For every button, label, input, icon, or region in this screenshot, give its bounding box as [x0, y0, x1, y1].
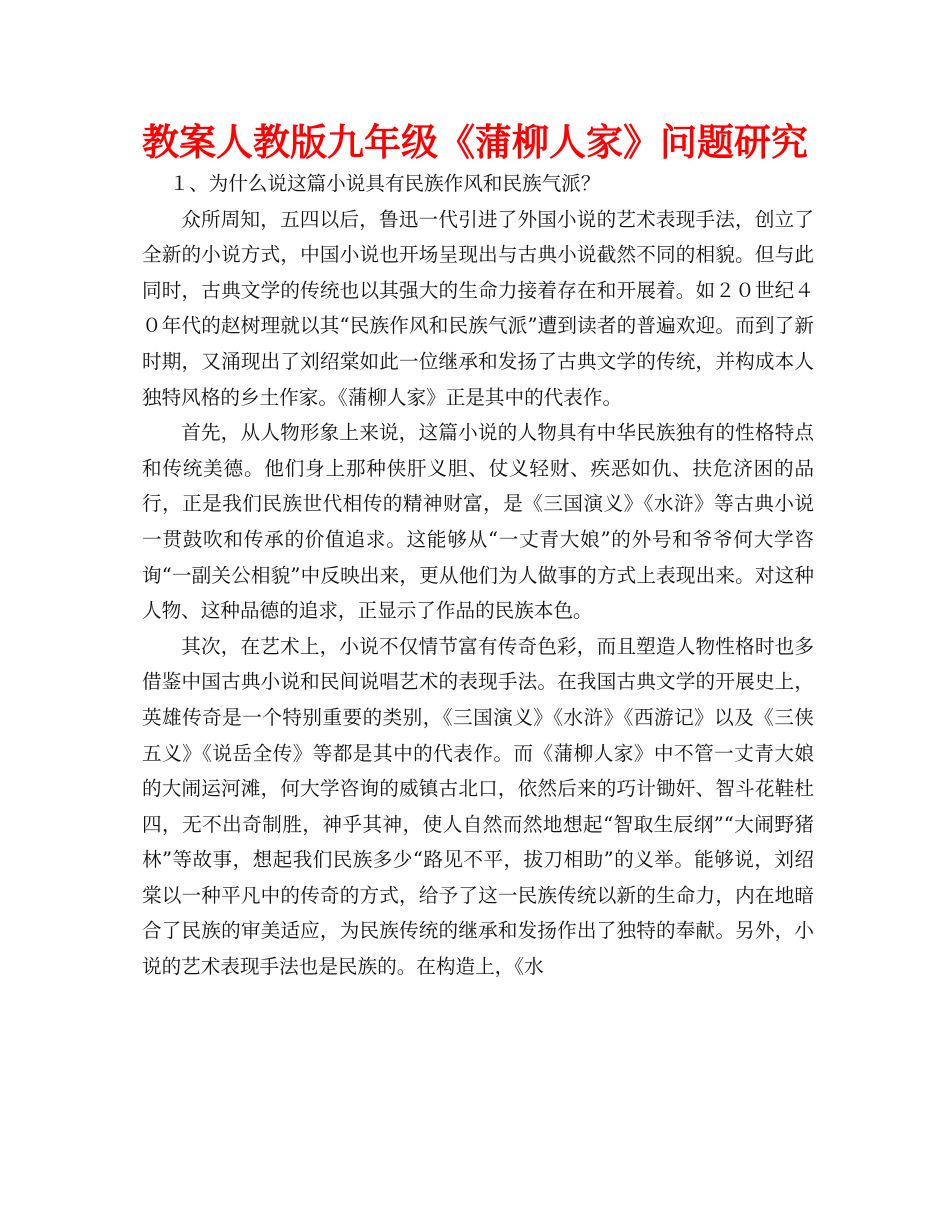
paragraph-intro: 众所周知，五四以后，鲁迅一代引进了外国小说的艺术表现手法，创立了全新的小说方式，中国小说也开场呈现出与古典小说截然不同的相貌。但与此同时，古典文学的传统也以其强大的生命力接着存在和开展着。如２０世纪４０年代的赵树理就以其“民族作风和民族气派”遭到读者的普遍欢迎。而到了新时期，又涌现出了刘绍棠如此一位继承和发扬了古典文学的传统，并构成本人独特风格的乡土作家。《蒲柳人家》正是其中的代表作。	[142, 207, 814, 409]
paragraph-characters: 首先，从人物形象上来说，这篇小说的人物具有中华民族独有的性格特点和传统美德。他们身上那种侠肝义胆、仗义轻财、疾恶如仇、扶危济困的品行，正是我们民族世代相传的精神财富，是《三国演义》《水浒》等古典小说一贯鼓吹和传承的价值追求。这能够从“一丈青大娘”的外号和爷爷何大学咨询“一副关公相貌”中反映出来，更从他们为人做事的方式上表现出来。对这种人物、这种品德的追求，正显示了作品的民族本色。	[142, 421, 814, 623]
paragraph-artistry: 其次，在艺术上，小说不仅情节富有传奇色彩，而且塑造人物性格时也多借鉴中国古典小说和民间说唱艺术的表现手法。在我国古典文学的开展史上，英雄传奇是一个特别重要的类别，《三国演义》《水浒》《西游记》以及《三侠五义》《说岳全传》等都是其中的代表作。而《蒲柳人家》中不管一丈青大娘的大闹运河滩，何大学咨询的威镇古北口，依然后来的巧计锄奸、智斗花鞋杜四，无不出奇制胜，神乎其神，使人自然而然地想起“智取生辰纲”“大闹野猪林”等故事，想起我们民族多少“路见不平，拔刀相助”的义举。能够说，刘绍棠以一种平凡中的传奇的方式，给予了这一民族传统以新的生命力，内在地暗合了民族的审美适应，为民族传统的继承和发扬作出了独特的奉献。另外，小说的艺术表现手法也是民族的。在构造上，《水	[142, 634, 814, 979]
document-body	[142, 166, 814, 985]
page-title: 教案人教版九年级《蒲柳人家》问题研究	[142, 121, 808, 164]
question-heading: １、为什么说这篇小说具有民族作风和民族气派？	[169, 172, 601, 195]
